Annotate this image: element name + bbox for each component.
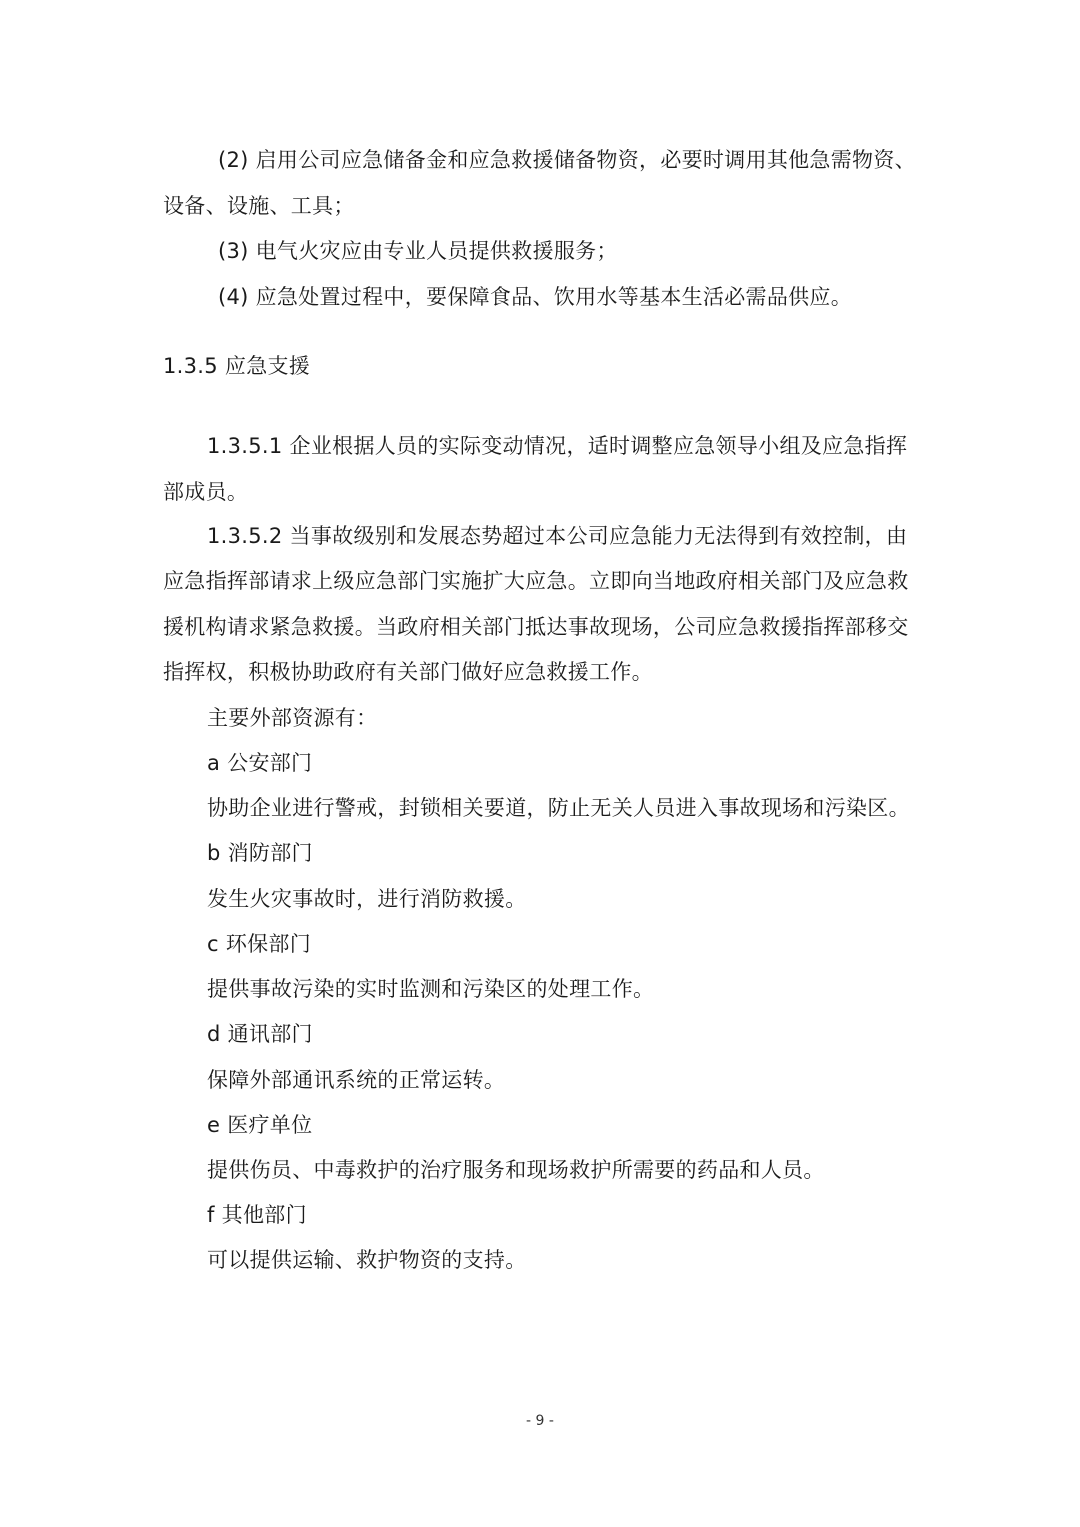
resource-c-description: 提供事故污染的实时监测和污染区的处理工作。 (207, 977, 655, 1001)
resource-a-description: 协助企业进行警戒，封锁相关要道，防止无关人员进入事故现场和污染区。 (207, 796, 910, 820)
paragraph-1-3-5-2-line-1: 1.3.5.2 当事故级别和发展态势超过本公司应急能力无法得到有效控制，由 (207, 524, 908, 548)
paragraph-1-3-5-2-line-3: 援机构请求紧急救援。当政府相关部门抵达事故现场，公司应急救援指挥部移交 (163, 615, 909, 639)
resource-e-description: 提供伤员、中毒救护的治疗服务和现场救护所需要的药品和人员。 (207, 1158, 825, 1182)
resource-d-title: d 通讯部门 (207, 1022, 313, 1046)
paragraph-item-4: (4) 应急处置过程中，要保障食品、饮用水等基本生活必需品供应。 (218, 285, 853, 309)
resource-b-title: b 消防部门 (207, 841, 313, 865)
resource-f-title: f 其他部门 (207, 1203, 307, 1227)
resources-intro: 主要外部资源有： (207, 706, 378, 730)
section-heading-1-3-5: 1.3.5 应急支援 (163, 354, 311, 378)
resource-c-title: c 环保部门 (207, 932, 312, 956)
resource-b-description: 发生火灾事故时，进行消防救援。 (207, 887, 527, 911)
paragraph-item-3: (3) 电气火灾应由专业人员提供救援服务； (218, 239, 618, 263)
paragraph-1-3-5-1-line-1: 1.3.5.1 企业根据人员的实际变动情况，适时调整应急领导小组及应急指挥 (207, 434, 908, 458)
paragraph-1-3-5-2-line-4: 指挥权，积极协助政府有关部门做好应急救援工作。 (163, 660, 653, 684)
paragraph-1-3-5-2-line-2: 应急指挥部请求上级应急部门实施扩大应急。立即向当地政府相关部门及应急救 (163, 569, 909, 593)
paragraph-item-2-line-2: 设备、设施、工具； (163, 194, 355, 218)
resource-e-title: e 医疗单位 (207, 1113, 313, 1137)
paragraph-item-2-line-1: (2) 启用公司应急储备金和应急救援储备物资，必要时调用其他急需物资、 (218, 148, 916, 172)
page-number: - 9 - (526, 1413, 554, 1429)
resource-d-description: 保障外部通讯系统的正常运转。 (207, 1068, 506, 1092)
paragraph-1-3-5-1-line-2: 部成员。 (163, 480, 249, 504)
resource-a-title: a 公安部门 (207, 751, 313, 775)
resource-f-description: 可以提供运输、救护物资的支持。 (207, 1248, 527, 1272)
